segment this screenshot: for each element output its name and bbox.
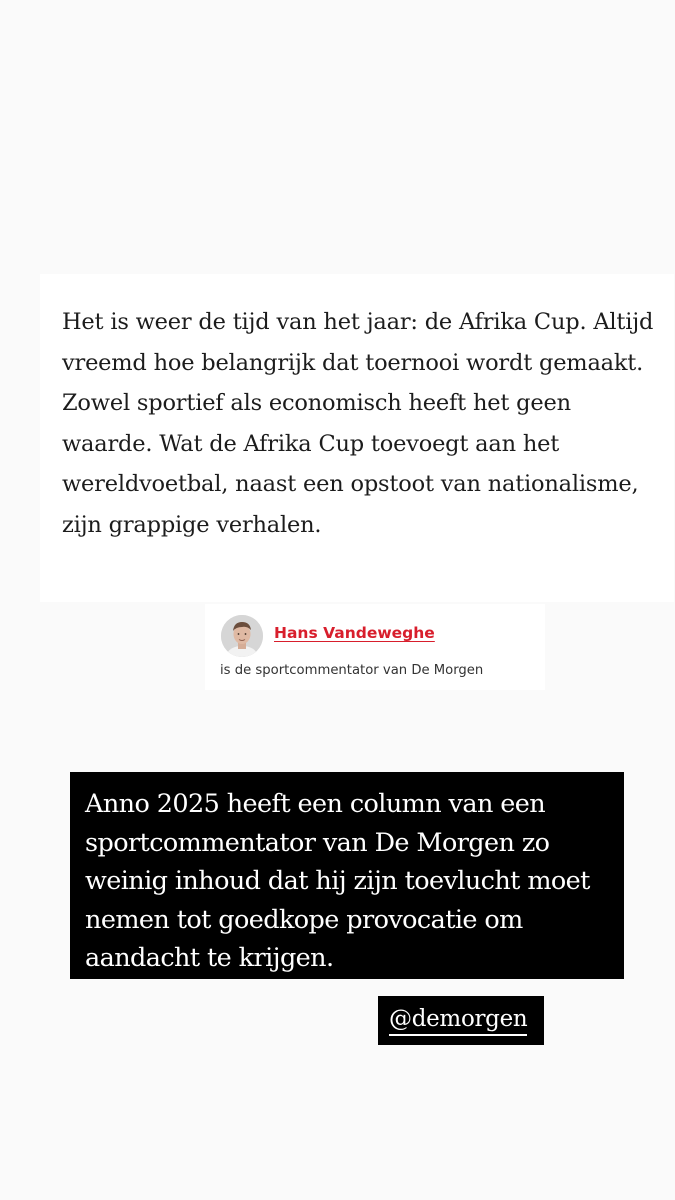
comment-overlay — [70, 772, 624, 979]
comment-text: Anno 2025 heeft een column van een sportcommentator van De Morgen zo weinig inhoud dat hij zijn toevlucht moet nemen tot goedkope provocatie om aandacht te krijgen. — [85, 789, 590, 973]
author-avatar[interactable] — [221, 615, 263, 657]
author-description: is de sportcommentator van De Morgen — [220, 663, 484, 678]
author-avatar-photo-icon — [221, 615, 263, 657]
mention-label[interactable]: @demorgen — [389, 1004, 527, 1036]
author-byline — [205, 604, 545, 690]
author-name-link[interactable]: Hans Vandeweghe — [274, 624, 435, 642]
quote-text: Het is weer de tijd van het jaar: de Afrika Cup. Altijd vreemd hoe belangrijk dat toernooi wordt gemaakt. Zowel sportief als economisch heeft het geen waarde. Wat de Afrika Cup toevoegt aan het wereldvoetbal, naast een opstoot van nationalisme, zijn grappige verhalen. — [62, 309, 654, 538]
mention-sticker[interactable] — [378, 996, 544, 1045]
quote-card — [40, 274, 674, 602]
